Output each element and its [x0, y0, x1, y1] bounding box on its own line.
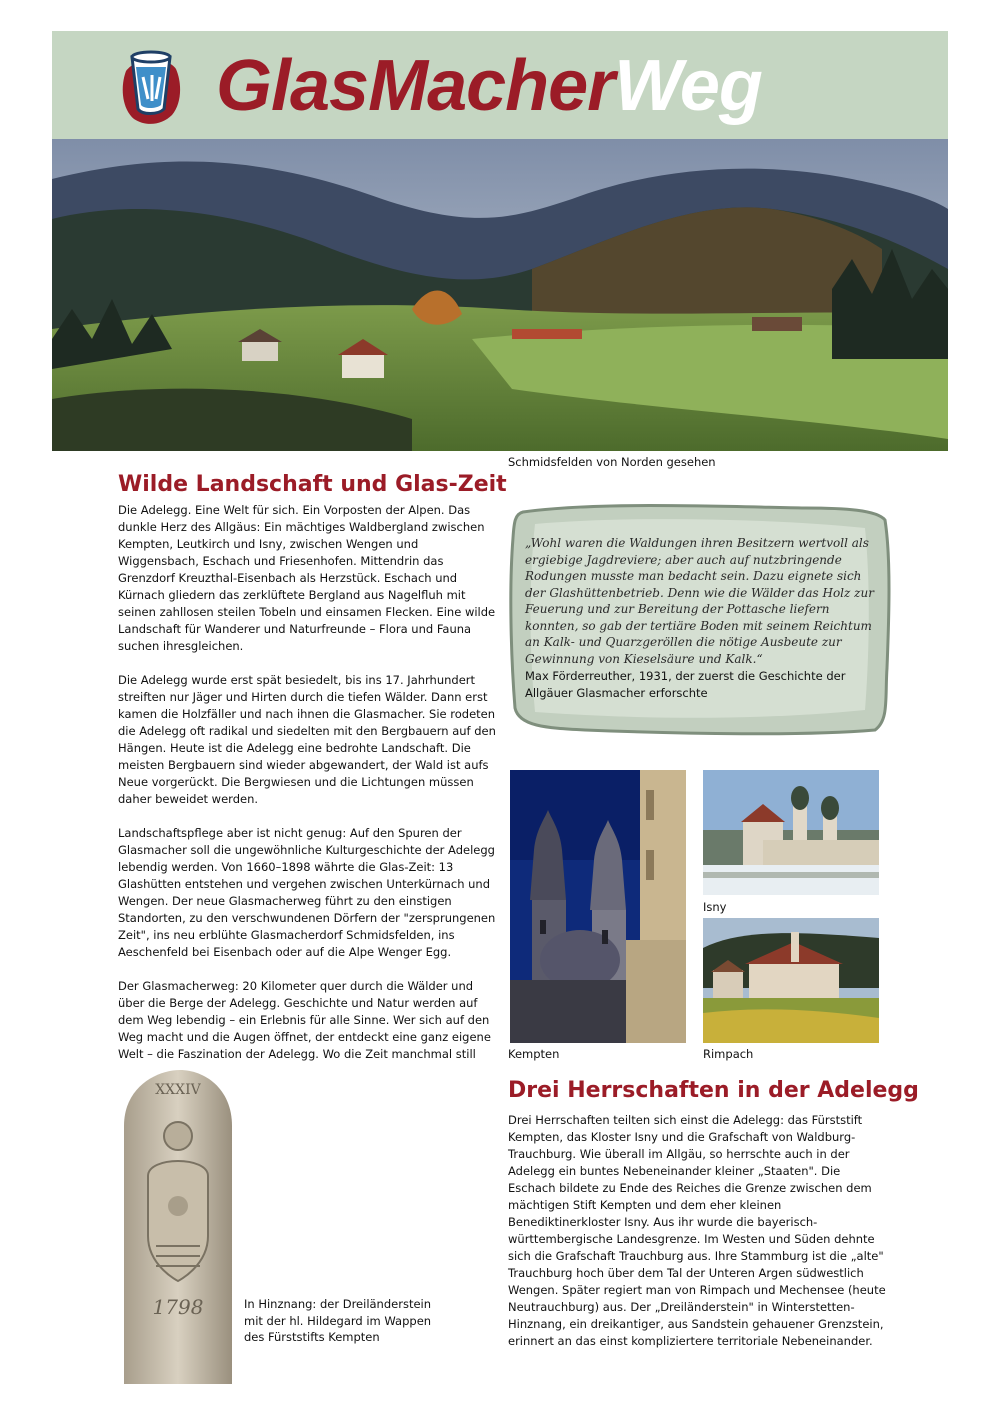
- isny-monastery-photo: [703, 770, 879, 895]
- section-heading-drei-herrschaften: Drei Herrschaften in der Adelegg: [508, 1078, 919, 1103]
- hero-caption: Schmidsfelden von Norden gesehen: [508, 455, 716, 469]
- page-title: [216, 41, 762, 131]
- valley-landscape-photo: [52, 139, 948, 451]
- title-part-glasmacher: GlasMacher: [216, 46, 615, 126]
- section1-paragraph: Die Adelegg wurde erst spät besiedelt, bis ins 17. Jahrhundert streiften nur Jäger und Hirten durch die tiefen Wälder. Dann erst kamen die Holzfäller und nach ihnen die Glasmacher. Sie rodeten die Adelegg oft radikal und siedelten mit den Bergbauern auf den Hängen. Heute ist die Adelegg eine bedrohte Landschaft. Die meisten Bergbauern sind wieder abgewandert, der Wald ist aufs Neue vorgerückt. Die Bergwiesen und die Lichtungen müssen daher beweidet werden.: [118, 673, 496, 806]
- section1-body: [118, 502, 500, 1097]
- header-banner: [52, 31, 948, 139]
- stone-carved-year: 1798: [152, 1295, 204, 1319]
- glass-cup-logo-icon: [118, 47, 184, 125]
- quote-text: „Wohl waren die Waldungen ihren Besitzern wertvoll als ergiebige Jagdreviere; aber auch auf nutzbringende Rodungen musste man bedacht sein. Dazu eignete sich der Glashüttenbetrieb. Denn wie die Wälder das Holz zur Feuerung und zur Bereitung der Pottasche liefern konnten, so gab der tertiäre Boden mit seinem Reichtum an Kalk- und Quarzgeröllen die nötige Ausbeute zur Gewinnung von Kieselsäure und Kalk.“: [525, 536, 874, 666]
- section1-paragraph: Die Adelegg. Eine Welt für sich. Ein Vorposten der Alpen. Das dunkle Herz des Allgäus: Ein mächtiges Waldbergland zwischen Kempten, Leutkirch und Isny, zwischen Wengen und Wiggensbach, Eschach und Friesenhofen. Mittendrin das Grenzdorf Kreuzthal-Eisenbach als Herzstück. Eschach und Kürnach gliedern das zerklüftete Bergland aus Nagelfluh mit seinen zahllosen steilen Tobeln und einsamen Flecken. Eine wilde Landschaft für Wanderer und Naturfreunde – Flora und Fauna suchen ihresgleichen.: [118, 503, 496, 653]
- stone-caption: In Hinznang: der Dreiländerstein mit der hl. Hildegard im Wappen des Fürststifts Kempten: [244, 1297, 432, 1344]
- photo-caption-isny: Isny: [703, 900, 727, 914]
- kempten-basilica-photo: [510, 770, 686, 1043]
- dreilaenderstein-photo: [118, 1066, 238, 1384]
- section1-paragraph: Der Glasmacherweg: 20 Kilometer quer durch die Wälder und über die Berge der Adelegg. Geschichte und Natur werden auf dem Weg lebendig – ein Erlebnis für alle Sinne. Wer sich auf den Weg macht und die Augen öffnet, der entdeckt eine ganz eigene Welt – die Faszination der Adelegg. Wo die Zeit manchmal still: [118, 979, 491, 1061]
- title-part-weg: Weg: [614, 46, 762, 126]
- photo-caption-rimpach: Rimpach: [703, 1047, 754, 1061]
- section2-body: [508, 1112, 888, 1367]
- rimpach-castle-photo: [703, 918, 879, 1043]
- stone-carved-number: XXXIV: [155, 1082, 201, 1098]
- section2-paragraph: Drei Herrschaften teilten sich einst die Adelegg: das Fürststift Kempten, das Kloster Isny und die Grafschaft von Waldburg-Trauchburg. Wie überall im Allgäu, so herrschte auch in der Adelegg ein buntes Nebeneinander kleiner „Staaten". Die Eschach bildete zu Ende des Reiches die Grenze zwischen dem mächtigen Stift Kempten und dem eher kleinen Benediktinerkloster Isny. Aus ihr wurde die bayerisch-württembergische Landesgrenze. Im Westen und Süden dehnte sich die Grafschaft Trauchburg aus. Ihre Stammburg ist die „alte" Trauchburg hoch über dem Tal der Unteren Argen südwestlich Wengen. Später regiert man von Rimpach und Mechensee (heute Neutrauchburg) aus. Der „Dreiländerstein" in Winterstetten-Hinznang, ein dreikantiger, aus Sandstein gehauener Grenzstein, erinnert an das einst kompliziertere territoriale Nebeneinander.: [508, 1113, 886, 1348]
- section1-paragraph: Landschaftspflege aber ist nicht genug: Auf den Spuren der Glasmacher soll die ungewöhnliche Kulturgeschichte der Adelegg lebendig werden. Von 1660–1898 währte die Glas-Zeit: 13 Glashütten entstehen und vergehen zwischen Unterkürnach und Wengen. Der neue Glasmacherweg führt zu den einstigen Standorten, zu den verschwundenen Dörfern der "zersprungenen Zeit", ins neu erblühte Glasmacherdorf Schmidsfelden, ins Aeschenfeld bei Eisenbach oder auf die Alpe Wenger Egg.: [118, 826, 496, 959]
- quote-source: Max Förderreuther, 1931, der zuerst die Geschichte der Allgäuer Glasmacher erforschte: [525, 669, 846, 700]
- photo-caption-kempten: Kempten: [508, 1047, 560, 1061]
- section-heading-wilde-landschaft: Wilde Landschaft und Glas-Zeit: [118, 472, 507, 497]
